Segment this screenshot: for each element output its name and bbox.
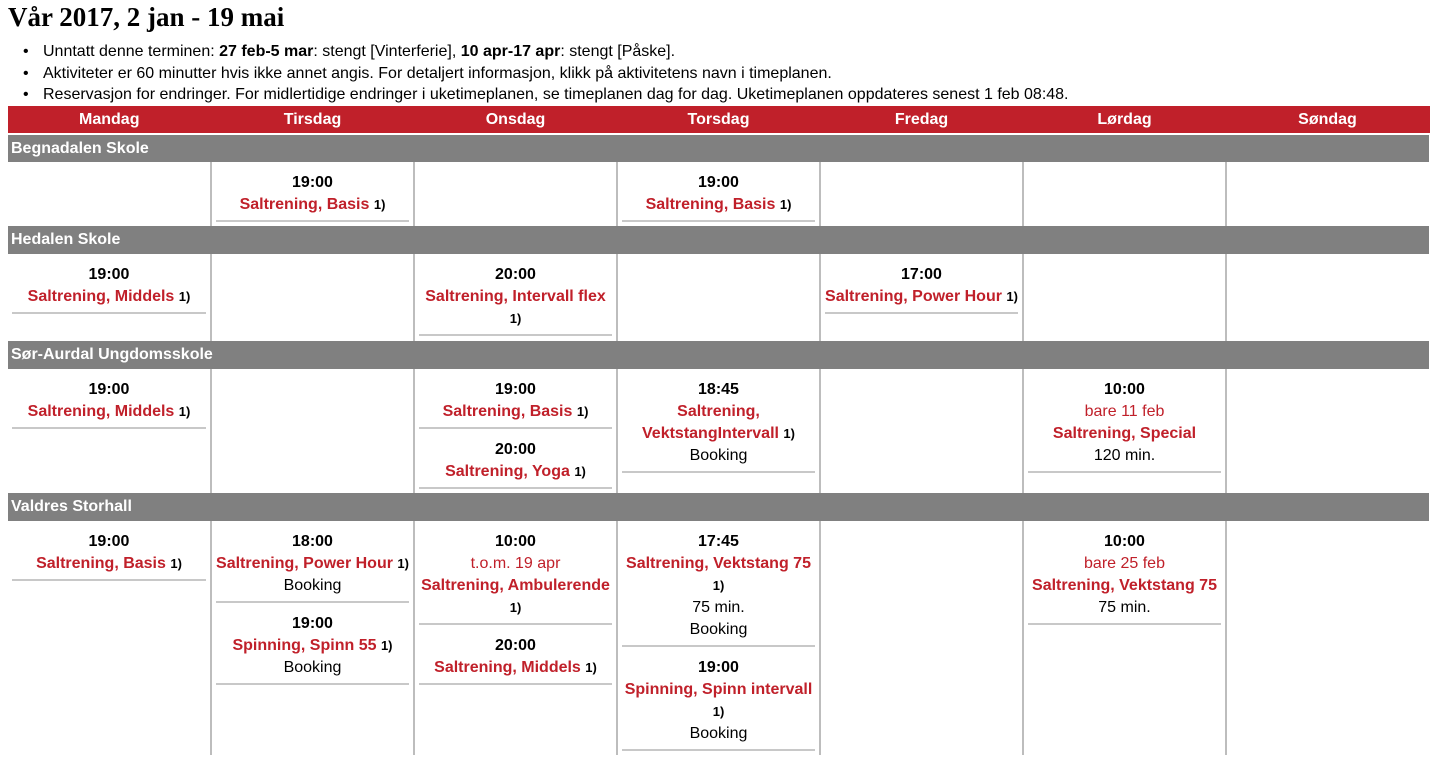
activity [12,258,206,314]
day-cell [1226,162,1429,226]
activity-title [825,286,1018,308]
activity-time: 20:00 [495,266,536,283]
activity-time: 19:00 [698,174,739,191]
activity-time: 10:00 [1104,381,1145,398]
activity-title [622,679,815,723]
day-cell [617,254,820,341]
activity-link[interactable]: Saltrening, Basis [36,555,166,572]
activity-link[interactable]: Saltrening, Middels [27,288,175,305]
booking-link[interactable]: Booking [283,659,342,676]
activity-link[interactable]: Saltrening, Basis [442,403,573,420]
footnote-marker: 1) [712,578,725,593]
activity-link[interactable]: Saltrening, Middels [27,403,175,420]
activity-time: 10:00 [1104,533,1145,550]
activity [419,629,612,685]
day-cell [8,369,211,493]
day-cell [8,162,211,226]
footnote-marker: 1) [779,197,792,212]
activity [216,525,409,603]
day-header: Onsdag [414,106,617,134]
booking-link[interactable]: Booking [689,447,748,464]
activity-link[interactable]: Saltrening, Vektstang 75 [626,555,811,572]
booking-link[interactable]: Booking [283,577,342,594]
day-cell [1226,369,1429,493]
footnote-marker: 1) [170,556,182,571]
activity-date-note: t.o.m. 19 apr [470,555,561,572]
venue-name: Valdres Storhall [8,493,1429,521]
day-cell [211,521,414,755]
activity-title [12,553,206,575]
booking-link[interactable]: Booking [689,725,748,742]
activity-time: 18:45 [698,381,739,398]
day-cell [211,369,414,493]
activity-time: 17:00 [901,266,942,283]
activity-time: 19:00 [88,266,130,283]
footnote-marker: 1) [509,311,522,326]
week-timetable [8,106,1430,755]
day-cell [211,162,414,226]
activity-link[interactable]: Saltrening, Power Hour [216,555,393,572]
day-cell [1023,162,1226,226]
footnote-marker: 1) [178,404,191,419]
day-cell [414,369,617,493]
activity [622,166,815,222]
footnote-marker: 1) [574,464,586,479]
activity [419,373,612,429]
activity [622,373,815,473]
activity-title [12,286,206,308]
venue-schedule-row [8,162,1429,226]
activity-link[interactable]: Saltrening, Special [1052,425,1197,442]
footnote-marker: 1) [1006,289,1018,304]
venue-row [8,134,1429,162]
day-header: Søndag [1226,106,1429,134]
venue-name: Begnadalen Skole [8,134,1429,162]
day-cell [820,521,1023,755]
day-cell [617,162,820,226]
activity [12,525,206,581]
activity-link[interactable]: Saltrening, Power Hour [825,288,1002,305]
day-header: Lørdag [1023,106,1226,134]
activity [622,525,815,647]
activity [419,525,612,625]
activity-link[interactable]: Saltrening, VektstangIntervall [642,403,779,442]
activity-time: 19:00 [88,533,130,550]
venue-name: Sør-Aurdal Ungdomsskole [8,341,1429,369]
activity-link[interactable]: Saltrening, Vektstang 75 [1032,577,1217,594]
activity-title [12,401,206,423]
day-cell [414,521,617,755]
activity-link[interactable]: Saltrening, Basis [645,196,776,213]
activity-link[interactable]: Saltrening, Yoga [445,463,570,480]
footnote-marker: 1) [373,197,386,212]
day-header: Fredag [820,106,1023,134]
day-cell [820,162,1023,226]
day-cell [414,162,617,226]
activity-time: 17:45 [698,533,739,550]
activity-title [216,635,409,657]
day-cell [820,369,1023,493]
activity [1028,525,1221,625]
activity-time: 19:00 [292,174,333,191]
activity-title [622,401,815,445]
day-header: Tirsdag [211,106,414,134]
activity-time: 18:00 [292,533,333,550]
activity-time: 20:00 [495,441,536,458]
activity-link[interactable]: Spinning, Spinn intervall [624,681,813,698]
day-header: Torsdag [617,106,820,134]
day-cell [820,254,1023,341]
activity-title [1028,423,1221,445]
activity-title [622,194,815,216]
activity-title [622,553,815,597]
term-notes [8,41,1069,106]
activity [419,258,612,336]
activity-date-note: bare 25 feb [1084,555,1165,572]
activity [216,607,409,685]
activity-time: 19:00 [495,381,536,398]
activity-time: 19:00 [698,659,739,676]
venue-row [8,493,1429,521]
activity-duration: 75 min. [692,599,745,616]
activity [825,258,1018,314]
day-cell [617,369,820,493]
venue-name: Hedalen Skole [8,226,1429,254]
activity-duration: 75 min. [1098,599,1151,616]
activity-duration: 120 min. [1093,447,1156,464]
activity [622,651,815,751]
venue-schedule-row [8,521,1429,755]
activity-link[interactable]: Saltrening, Basis [239,196,370,213]
activity-title [1028,575,1221,597]
activity-title [419,461,612,483]
day-cell [211,254,414,341]
activity-title [419,575,612,619]
activity-time: 19:00 [292,615,333,632]
day-cell [1226,254,1429,341]
day-header: Mandag [8,106,211,134]
day-cell [8,254,211,341]
day-cell [1226,521,1429,755]
activity [216,166,409,222]
note-exceptions: • Unntatt denne terminen: 27 feb-5 mar: stengt [Vinterferie], 10 apr-17 apr: stengt [Påske]. [8,41,1069,63]
venue-row [8,226,1429,254]
activity-title [216,553,409,575]
day-cell [617,521,820,755]
activity-link[interactable]: Saltrening, Ambulerende [421,577,610,594]
day-header-row [8,106,1429,134]
activity-link[interactable]: Saltrening, Middels [434,659,581,676]
footnote-marker: 1) [783,426,795,441]
day-cell [1023,521,1226,755]
venue-schedule-row [8,369,1429,493]
day-cell [414,254,617,341]
note-duration: • Aktiviteter er 60 minutter hvis ikke annet angis. For detaljert informasjon, klikk på aktivitetens navn i timeplanen. [8,63,1069,85]
booking-link[interactable]: Booking [689,621,748,638]
footnote-marker: 1) [576,404,589,419]
activity-link[interactable]: Spinning, Spinn 55 [232,637,377,654]
activity-time: 20:00 [495,637,536,654]
day-cell [8,521,211,755]
activity-date-note: bare 11 feb [1084,403,1165,420]
activity-title [419,286,612,330]
footnote-marker: 1) [397,556,409,571]
activity-title [419,401,612,423]
activity-time: 10:00 [495,533,536,550]
note-reservation: • Reservasjon for endringer. For midlertidige endringer i uketimeplanen, se timeplanen dag for dag. Uketimeplanen oppdateres senest 1 feb 08:48. [8,84,1069,106]
activity-time: 19:00 [88,381,130,398]
venue-row [8,341,1429,369]
venue-schedule-row [8,254,1429,341]
footnote-marker: 1) [712,704,725,719]
activity-link[interactable]: Saltrening, Intervall flex [425,288,606,305]
footnote-marker: 1) [509,600,522,615]
day-cell [1023,369,1226,493]
activity [419,433,612,489]
footnote-marker: 1) [380,638,393,653]
footnote-marker: 1) [178,289,191,304]
activity-title [419,657,612,679]
footnote-marker: 1) [585,660,597,675]
activity-title [216,194,409,216]
day-cell [1023,254,1226,341]
activity [1028,373,1221,473]
activity [12,373,206,429]
page-title: Vår 2017, 2 jan - 19 mai [8,2,285,32]
